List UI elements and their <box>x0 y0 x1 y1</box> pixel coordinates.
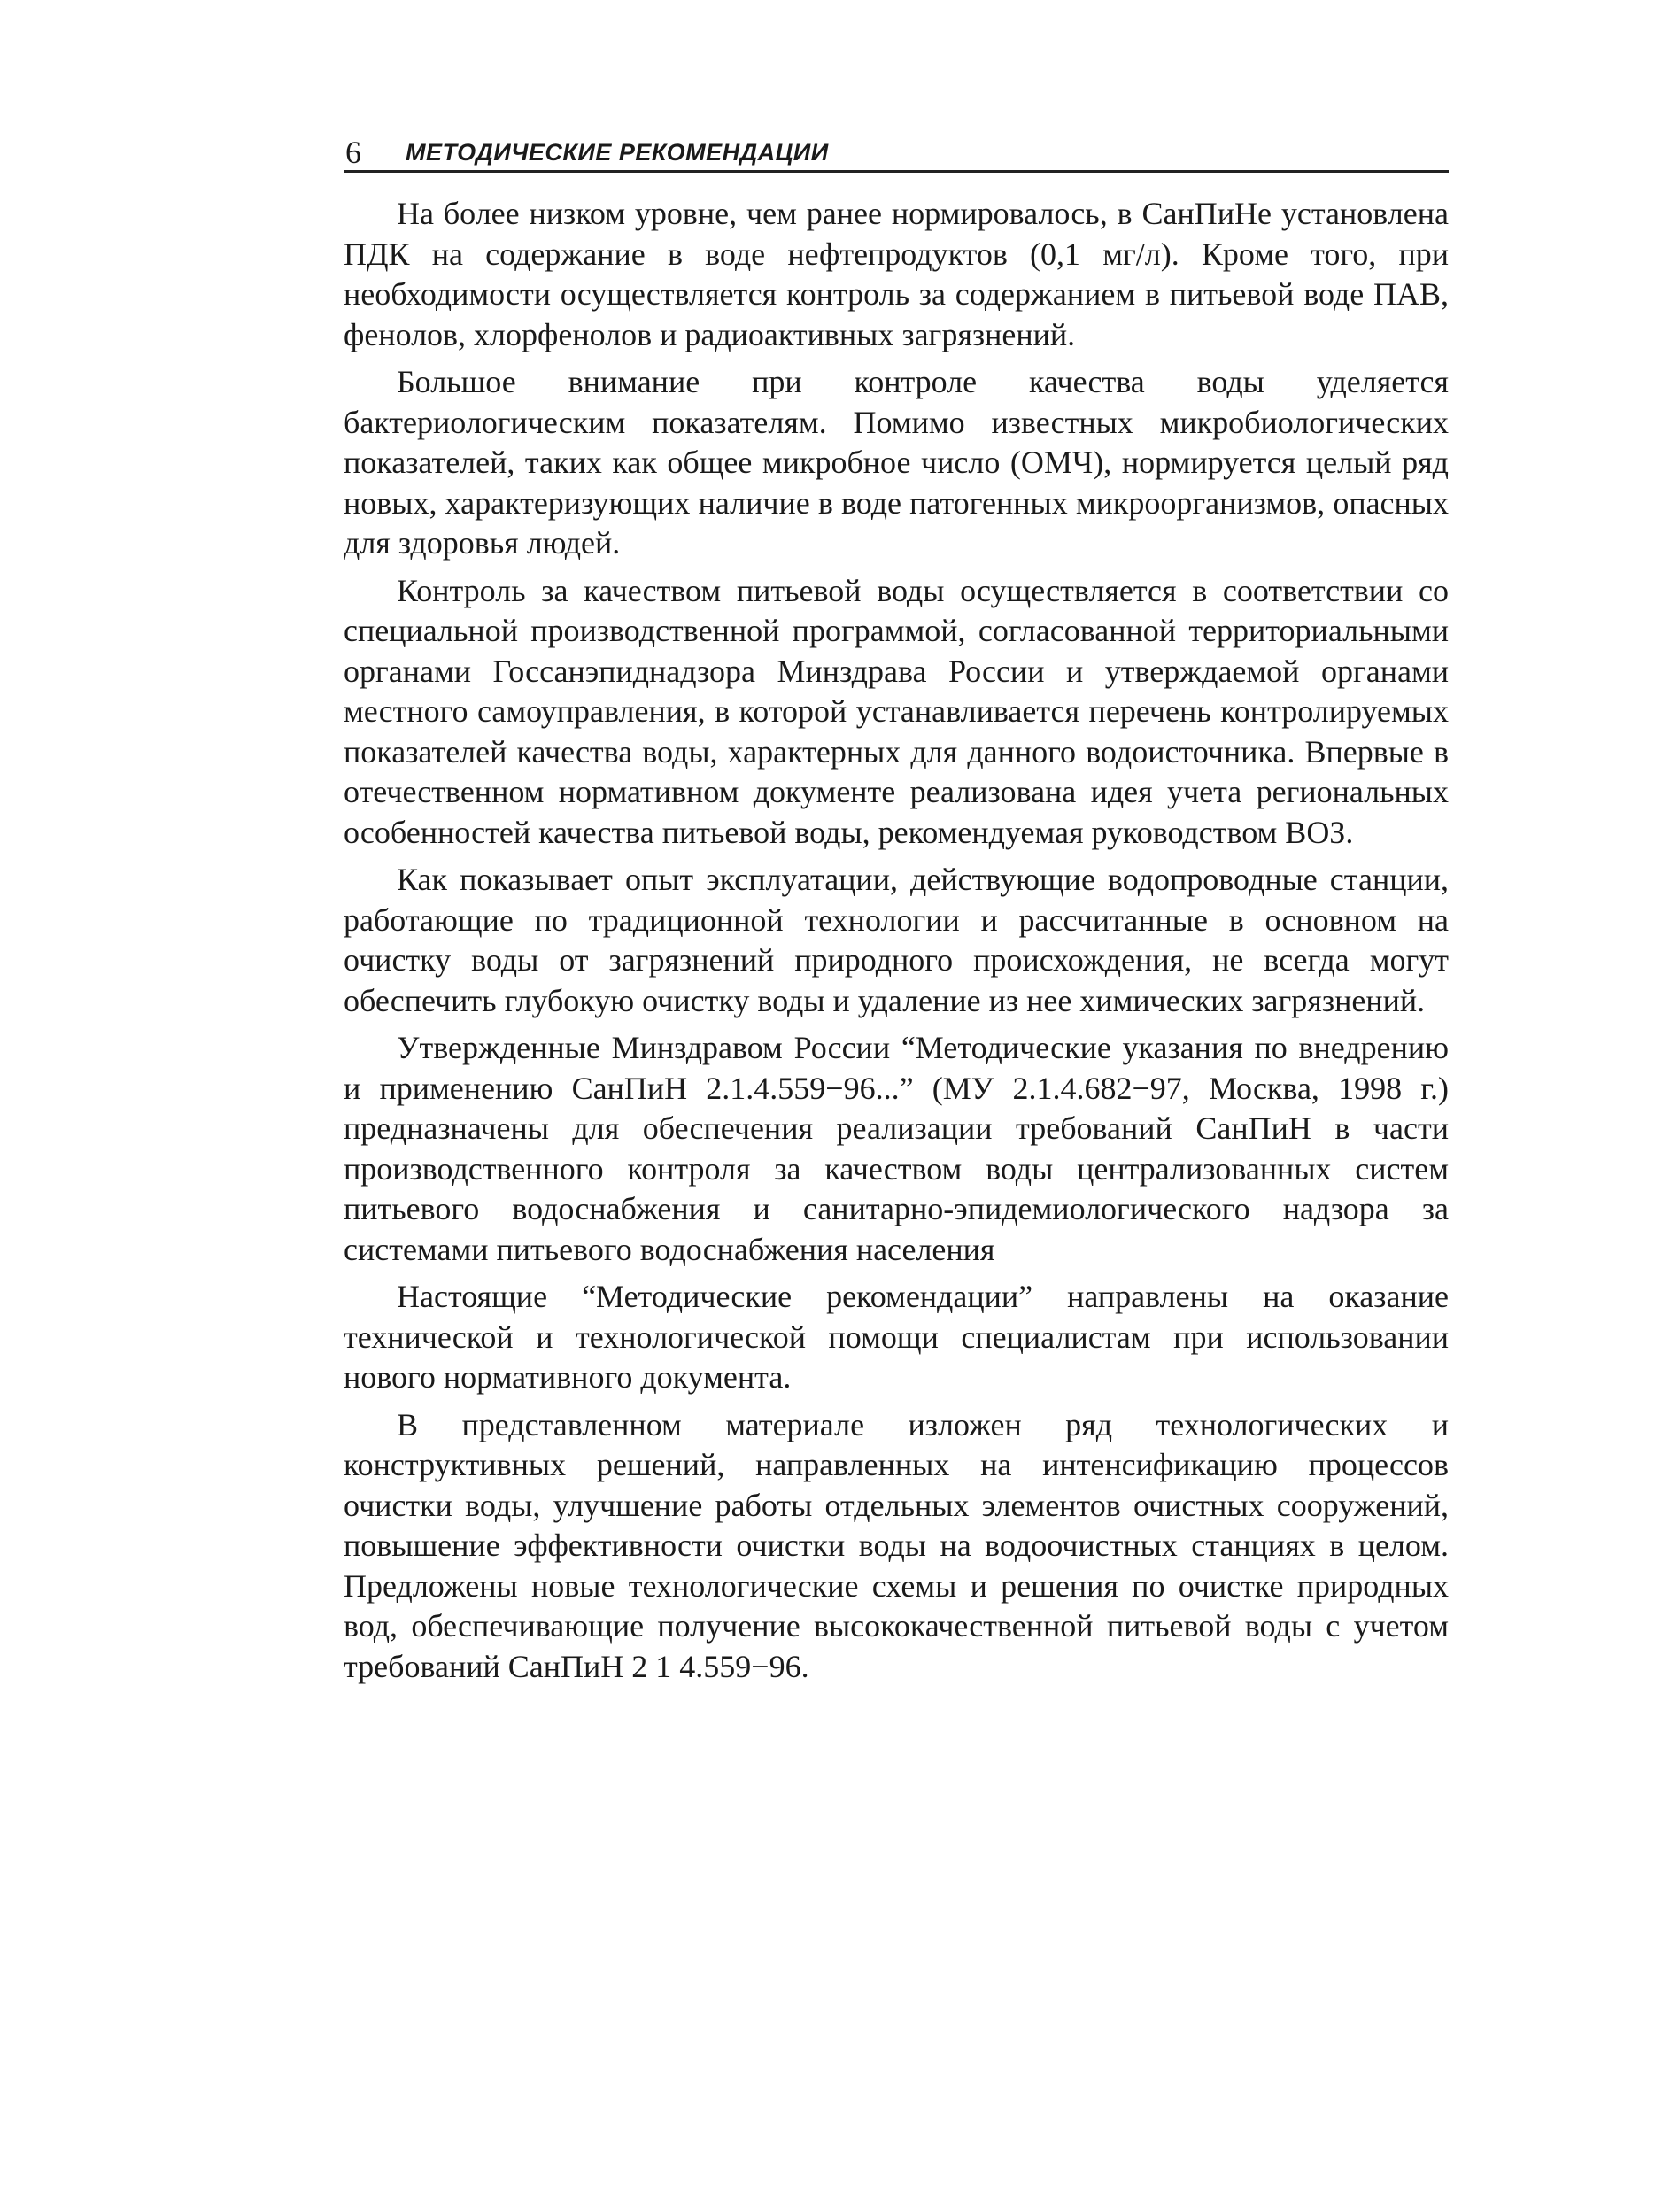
body-text <box>344 194 1449 1687</box>
header-title: МЕТОДИЧЕСКИЕ РЕКОМЕНДАЦИИ <box>406 139 829 166</box>
page-number: 6 <box>345 135 361 170</box>
paragraph-1: На более низком уровне, чем ранее нормировалось, в СанПиНе установлена ПДК на содержание в воде нефтепродуктов (0,1 мг/л). Кроме того, при необходимости осуществляется контроль за содержанием в питьевой воде ПАВ, фенолов, хлорфенолов и радиоактивных загрязнений. <box>344 196 1449 352</box>
paragraph-4: Как показывает опыт эксплуатации, действующие водопроводные станции, работающие по традиционной технологии и рассчитанные в основном на очистку воды от загрязнений природного происхождения, не всегда могут обеспечить глубокую очистку воды и удаление из нее химических загрязнений. <box>344 862 1449 1018</box>
paragraph-7: В представленном материале изложен ряд технологических и конструктивных решений, направленных на интенсификацию процессов очистки воды, улучшение работы отдельных элементов очистных сооружений, повышение эффективности очистки воды на водоочистных станциях в целом. Предложены новые технологические схемы и решения по очистке природных вод, обеспечивающие получение высококачественной питьевой воды с учетом требований СанПиН 2 1 4.559−96. <box>344 1406 1449 1684</box>
paragraph-6: Настоящие “Методические рекомендации” направлены на оказание технической и технологической помощи специалистам при использовании нового нормативного документа. <box>344 1279 1449 1395</box>
running-header <box>344 124 1449 173</box>
paragraph-3: Контроль за качеством питьевой воды осуществляется в соответствии со специальной производственной программой, согласованной территориальными органами Госсанэпиднадзора Минздрава России и утверждаемой органами местного самоуправления, в которой устанавливается перечень контролируемых показателей качества воды, характерных для данного водоисточника. Впервые в отечественном нормативном документе реализована идея учета региональных особенностей качества питьевой воды, рекомендуемая руководством ВОЗ. <box>344 572 1449 850</box>
document-page <box>344 124 1449 1694</box>
paragraph-5: Утвержденные Минздравом России “Методические указания по внедрению и применению СанПиН 2.1.4.559−96...” (МУ 2.1.4.682−97, Москва, 1998 г.) предназначены для обеспечения реализации требований СанПиН в части производственного контроля за качеством воды централизованных систем питьевого водоснабжения и санитарно-эпидемиологического надзора за системами питьевого водоснабжения населения <box>344 1030 1449 1267</box>
paragraph-2: Большое внимание при контроле качества воды уделяется бактериологическим показателям. Помимо известных микробиологических показателей, таких как общее микробное число (ОМЧ), нормируется целый ряд новых, характеризующих наличие в воде патогенных микроорганизмов, опасных для здоровья людей. <box>344 364 1449 561</box>
